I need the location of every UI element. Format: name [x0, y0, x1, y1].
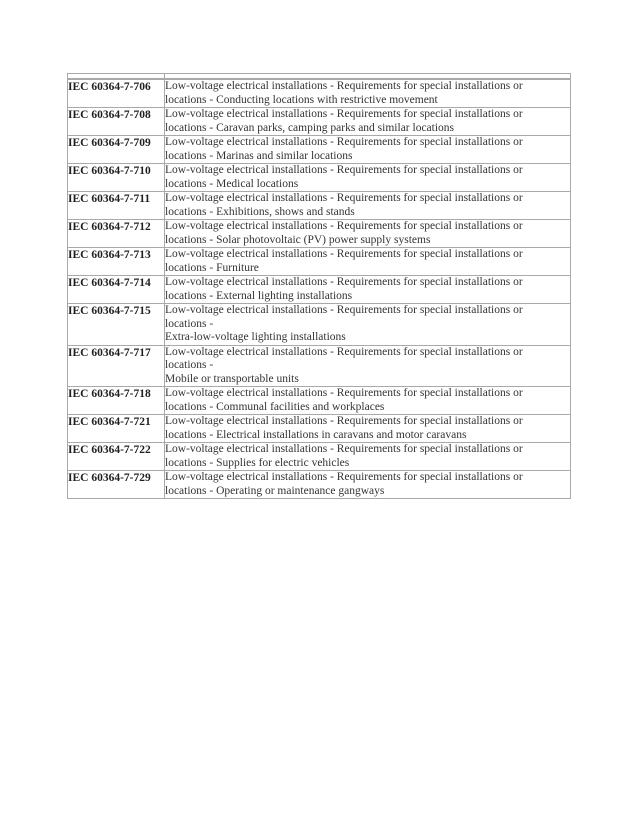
description-line: locations - Supplies for electric vehicles: [165, 456, 350, 469]
table-row: [68, 387, 571, 415]
table-row: [68, 136, 571, 164]
table-row: [68, 248, 571, 276]
standard-description-cell: [165, 387, 571, 415]
description-line: locations - Exhibitions, shows and stands: [165, 205, 355, 218]
standards-table: [67, 73, 571, 499]
standard-code-cell: IEC 60364-7-722: [68, 443, 165, 471]
description-line: locations -: [165, 359, 214, 371]
standard-code-cell: IEC 60364-7-715: [68, 304, 165, 346]
description-line: Low-voltage electrical installations - Requirements for special installations or: [165, 136, 523, 148]
description-line: Low-voltage electrical installations - Requirements for special installations or: [165, 192, 523, 204]
standard-code-cell: IEC 60364-7-721: [68, 415, 165, 443]
standard-code-cell: IEC 60364-7-711: [68, 192, 165, 220]
description-line: Low-voltage electrical installations - Requirements for special installations or: [165, 276, 523, 288]
table-row: [68, 164, 571, 192]
description-line: locations - Solar photovoltaic (PV) power supply systems: [165, 233, 431, 246]
table-row: [68, 443, 571, 471]
description-line: Low-voltage electrical installations - Requirements for special installations or: [165, 345, 523, 358]
description-line: Low-voltage electrical installations - Requirements for special installations or: [165, 248, 523, 260]
description-line: Low-voltage electrical installations - Requirements for special installations or: [165, 220, 523, 232]
description-line: locations - Caravan parks, camping parks and similar locations: [165, 121, 455, 134]
standard-description-cell: [165, 346, 571, 388]
standard-description-cell: [165, 471, 571, 499]
description-line: Low-voltage electrical installations - Requirements for special installations or: [165, 304, 523, 316]
description-line: Low-voltage electrical installations - Requirements for special installations or: [165, 415, 523, 427]
standard-description-cell: [165, 108, 571, 136]
standard-code-cell: IEC 60364-7-710: [68, 164, 165, 192]
description-line: Low-voltage electrical installations - Requirements for special installations or: [165, 80, 523, 92]
standard-code-cell: IEC 60364-7-713: [68, 248, 165, 276]
standard-code-cell: IEC 60364-7-709: [68, 136, 165, 164]
description-line: Low-voltage electrical installations - Requirements for special installations or: [165, 471, 523, 483]
standard-description-cell: [165, 80, 571, 108]
description-line: locations - Conducting locations with restrictive movement: [165, 93, 438, 106]
table-row: [68, 80, 571, 108]
description-line: locations - Marinas and similar locations: [165, 149, 353, 162]
standards-table-body: [68, 74, 571, 499]
standard-code-cell: IEC 60364-7-712: [68, 220, 165, 248]
standard-description-cell: [165, 136, 571, 164]
standard-code-cell: IEC 60364-7-714: [68, 276, 165, 304]
standard-description-cell: [165, 304, 571, 346]
standard-description-cell: [165, 443, 571, 471]
description-line: locations -: [165, 317, 214, 330]
standard-description-cell: [165, 220, 571, 248]
standard-code-cell: IEC 60364-7-729: [68, 471, 165, 499]
table-row: [68, 192, 571, 220]
table-row: [68, 471, 571, 499]
description-line: Low-voltage electrical installations - Requirements for special installations or: [165, 164, 523, 176]
description-line: Low-voltage electrical installations - Requirements for special installations or: [165, 108, 523, 120]
description-line: Extra-low-voltage lighting installations: [165, 331, 346, 343]
table-row: [68, 220, 571, 248]
standard-description-cell: [165, 192, 571, 220]
description-line: locations - Medical locations: [165, 177, 299, 190]
description-line: locations - Operating or maintenance gangways: [165, 484, 385, 497]
description-line: locations - Electrical installations in caravans and motor caravans: [165, 428, 467, 441]
standard-description-cell: [165, 276, 571, 304]
description-line: locations - Furniture: [165, 261, 259, 274]
table-row: [68, 346, 571, 388]
table-row: [68, 304, 571, 346]
standard-code-cell: IEC 60364-7-706: [68, 80, 165, 108]
standard-description-cell: [165, 415, 571, 443]
description-line: locations - External lighting installations: [165, 289, 353, 302]
description-line: Low-voltage electrical installations - Requirements for special installations or: [165, 443, 523, 455]
standard-code-cell: IEC 60364-7-708: [68, 108, 165, 136]
standards-table-container: [67, 73, 570, 499]
table-row: [68, 415, 571, 443]
standard-code-cell: IEC 60364-7-718: [68, 387, 165, 415]
table-row: [68, 108, 571, 136]
description-line: Low-voltage electrical installations - Requirements for special installations or: [165, 387, 523, 399]
standard-description-cell: [165, 248, 571, 276]
description-line: Mobile or transportable units: [165, 372, 299, 385]
standard-description-cell: [165, 164, 571, 192]
standard-code-cell: IEC 60364-7-717: [68, 346, 165, 388]
description-line: locations - Communal facilities and workplaces: [165, 400, 385, 413]
table-row: [68, 276, 571, 304]
